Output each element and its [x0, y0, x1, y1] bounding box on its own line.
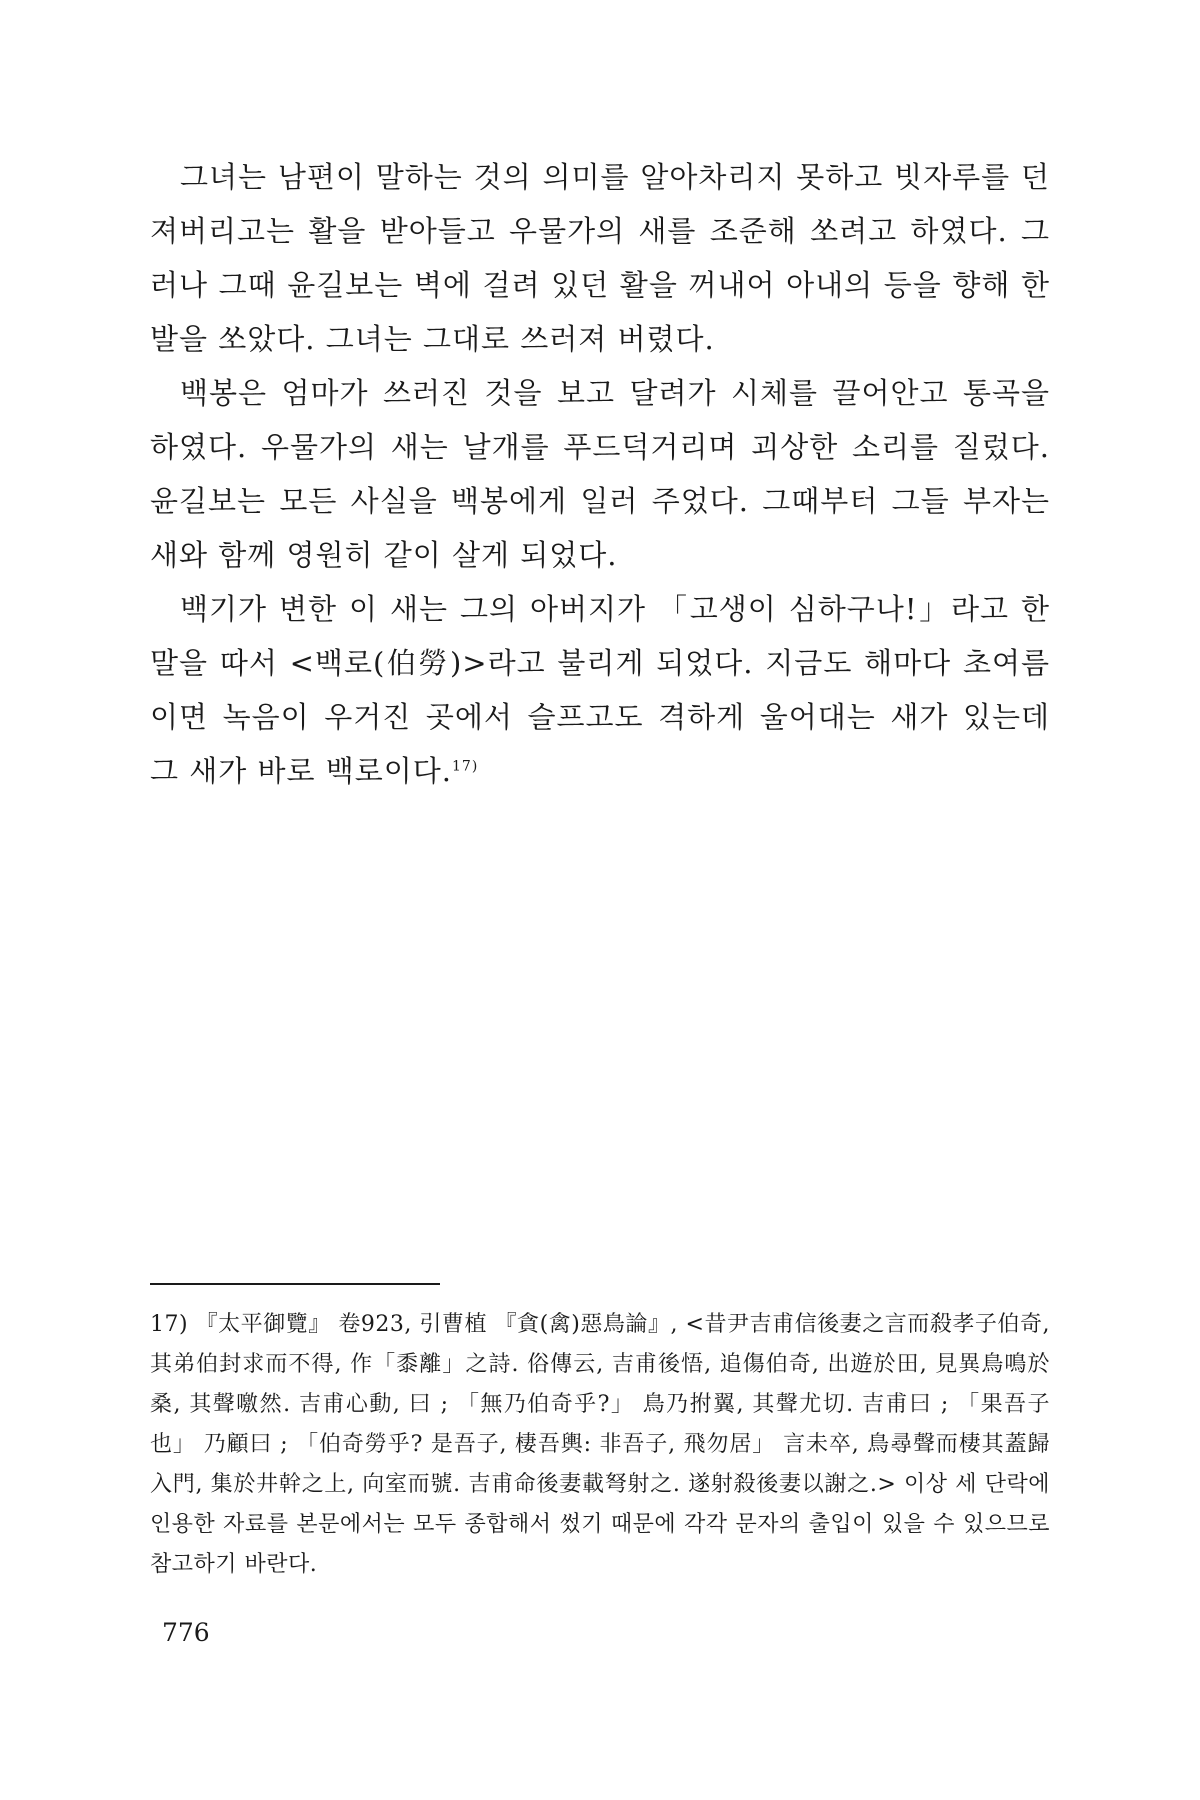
paragraph-2 — [150, 366, 1050, 582]
paragraph-1 — [150, 150, 1050, 366]
page-number: 776 — [162, 1618, 210, 1647]
paragraph-3-text: 백기가 변한 이 새는 그의 아버지가 「고생이 심하구나!」라고 한 말을 따서 <백로(伯勞)>라고 불리게 되었다. 지금도 해마다 초여름이면 녹음이 우거진 곳에서 슬프고도 격하게 울어대는 새가 있는데 그 새가 바로 백로이다. — [150, 592, 1050, 788]
body-text — [150, 150, 1050, 798]
footnote-17 — [150, 1305, 1050, 1585]
footnote-reference[interactable]: 17) — [452, 758, 479, 775]
paragraph-1-text: 그녀는 남편이 말하는 것의 의미를 알아차리지 못하고 빗자루를 던져버리고는 활을 받아들고 우물가의 새를 조준해 쏘려고 하였다. 그러나 그때 윤길보는 벽에 걸려 있던 활을 꺼내어 아내의 등을 향해 한발을 쏘았다. 그녀는 그대로 쓰러져 버렸다. — [150, 160, 1050, 356]
paragraph-2-text: 백봉은 엄마가 쓰러진 것을 보고 달려가 시체를 끌어안고 통곡을 하였다. 우물가의 새는 날개를 푸드덕거리며 괴상한 소리를 질렀다. 윤길보는 모든 사실을 백봉에게 일러 주었다. 그때부터 그들 부자는 새와 함께 영원히 같이 살게 되었다. — [150, 376, 1050, 572]
footnote-text: 17) 『太平御覽』 卷923, 引曹植 『貪(禽)惡鳥論』, <昔尹吉甫信後妻之言而殺孝子伯奇, 其弟伯封求而不得, 作「黍離」之詩. 俗傳云, 吉甫後悟, 追傷伯奇, 出遊於田, 見異鳥鳴於桑, 其聲噭然. 吉甫心動, 曰 ; 「無乃伯奇乎?」 鳥乃拊翼, 其聲尤切. 吉甫曰 ; 「果吾子也」 乃顧曰 ; 「伯奇勞乎? 是吾子, 棲吾輿: 非吾子, 飛勿居」 言未卒, 鳥尋聲而棲其蓋歸入門, 集於井幹之上, 向室而號. 吉甫命後妻載弩射之. 遂射殺後妻以謝之.> 이상 세 단락에 인용한 자료를 본문에서는 모두 종합해서 썼기 때문에 각각 문자의 출입이 있을 수 있으므로 참고하기 바란다. — [150, 1312, 1050, 1577]
paragraph-3 — [150, 582, 1050, 798]
footnote-divider — [150, 1283, 440, 1285]
